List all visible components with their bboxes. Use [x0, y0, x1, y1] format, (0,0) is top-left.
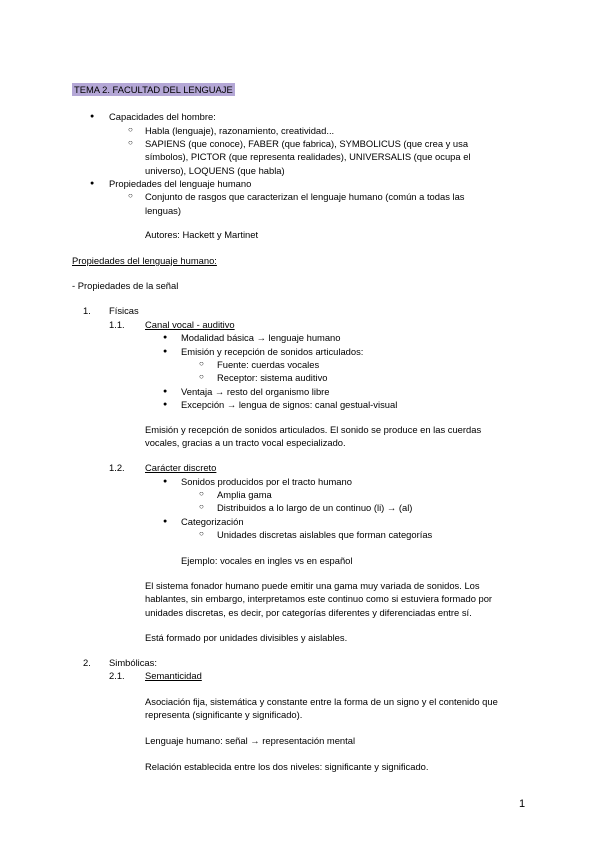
intro-sub-habla: Habla (lenguaje), razonamiento, creatividad...	[145, 125, 335, 136]
discreto-bullet-categorizacion: Categorización	[181, 516, 244, 527]
semanticidad-paragraph-line1: Asociación fija, sistemática y constante entre la forma de un signo y el contenido que	[145, 696, 498, 707]
discreto-paragraph-line2: hablantes, sin embargo, interpretamos este continuo como si estuviera formado por	[145, 593, 493, 604]
bullet-filled-icon: ●	[163, 518, 168, 525]
discreto-example: Ejemplo: vocales en ingles vs en español	[181, 555, 353, 566]
semanticidad-paragraph-2: Lenguaje humano: señal → representación mental	[145, 735, 356, 746]
section-2-1-number: 2.1.	[109, 670, 125, 681]
intro-sub-sapiens-line3: universo), LOQUENS (que habla)	[145, 165, 285, 176]
bullet-hollow-icon: ○	[199, 372, 204, 381]
bullet-hollow-icon: ○	[128, 138, 133, 147]
bullet-filled-icon: ●	[163, 348, 168, 355]
canal-paragraph-line2: vocales, gracias a un tracto vocal especializado.	[145, 437, 346, 448]
canal-sub-fuente: Fuente: cuerdas vocales	[217, 359, 320, 370]
canal-bullet-modalidad: Modalidad básica → lenguaje humano	[181, 332, 341, 343]
discreto-sub-unidades: Unidades discretas aislables que forman categorías	[217, 529, 433, 540]
section-2-1-label: Semanticidad	[145, 670, 202, 681]
bullet-filled-icon: ●	[90, 113, 95, 120]
bullet-hollow-icon: ○	[199, 502, 204, 511]
intro-sub-sapiens-line1: SAPIENS (que conoce), FABER (que fabrica), SYMBOLICUS (que crea y usa	[145, 138, 469, 149]
discreto-bullet-sonidos: Sonidos producidos por el tracto humano	[181, 476, 352, 487]
section-1-number: 1.	[83, 305, 91, 316]
section-1-2-number: 1.2.	[109, 462, 125, 473]
discreto-sub-distribuidos: Distribuidos a lo largo de un continuo (li) → (al)	[217, 502, 413, 513]
intro-sub-sapiens-line2: símbolos), PICTOR (que representa realidades), UNIVERSALIS (que ocupa el	[145, 151, 471, 162]
bullet-filled-icon: ●	[163, 334, 168, 341]
discreto-paragraph-2: Está formado por unidades divisibles y aislables.	[145, 632, 348, 643]
discreto-paragraph-line3: unidades discretas, es decir, por categorías diferentes y diferenciadas entre sí.	[145, 607, 472, 618]
intro-sub-conjunto-line1: Conjunto de rasgos que caracterizan el lenguaje humano (común a todas las	[145, 191, 465, 202]
discreto-sub-gama: Amplia gama	[217, 489, 272, 500]
bullet-filled-icon: ●	[163, 401, 168, 408]
semanticidad-paragraph-3: Relación establecida entre los dos niveles: significante y significado.	[145, 761, 429, 772]
section-1-2-label: Carácter discreto	[145, 462, 217, 473]
canal-bullet-excepcion: Excepción → lengua de signos: canal gestual-visual	[181, 399, 398, 410]
section-1-1-label: Canal vocal - auditivo	[145, 319, 235, 330]
bullet-hollow-icon: ○	[199, 489, 204, 498]
bullet-hollow-icon: ○	[199, 359, 204, 368]
subsection-title: - Propiedades de la señal	[72, 280, 179, 291]
intro-bullet-propiedades: Propiedades del lenguaje humano	[109, 178, 252, 189]
section-2-number: 2.	[83, 657, 91, 668]
section-1-label: Físicas	[109, 305, 139, 316]
canal-bullet-ventaja: Ventaja → resto del organismo libre	[181, 386, 330, 397]
discreto-paragraph-line1: El sistema fonador humano puede emitir una gama muy variada de sonidos. Los	[145, 580, 480, 591]
semanticidad-paragraph-line2: representa (significante y significado).	[145, 709, 303, 720]
canal-sub-receptor: Receptor: sistema auditivo	[217, 372, 328, 383]
bullet-filled-icon: ●	[90, 180, 95, 187]
bullet-filled-icon: ●	[163, 478, 168, 485]
intro-bullet-capacidades: Capacidades del hombre:	[109, 111, 216, 122]
section-2-label: Simbólicas:	[109, 657, 157, 668]
bullet-hollow-icon: ○	[128, 191, 133, 200]
canal-paragraph-line1: Emisión y recepción de sonidos articulados. El sonido se produce en las cuerdas	[145, 424, 482, 435]
authors-line: Autores: Hackett y Martinet	[145, 229, 259, 240]
bullet-filled-icon: ●	[163, 388, 168, 395]
document-title: TEMA 2. FACULTAD DEL LENGUAJE	[74, 84, 233, 95]
bullet-hollow-icon: ○	[128, 125, 133, 134]
bullet-hollow-icon: ○	[199, 529, 204, 538]
section-title: Propiedades del lenguaje humano:	[72, 255, 217, 266]
section-1-1-number: 1.1.	[109, 319, 125, 330]
canal-bullet-emision: Emisión y recepción de sonidos articulados:	[181, 346, 364, 357]
intro-sub-conjunto-line2: lenguas)	[145, 205, 181, 216]
page-number: 1	[519, 798, 526, 810]
